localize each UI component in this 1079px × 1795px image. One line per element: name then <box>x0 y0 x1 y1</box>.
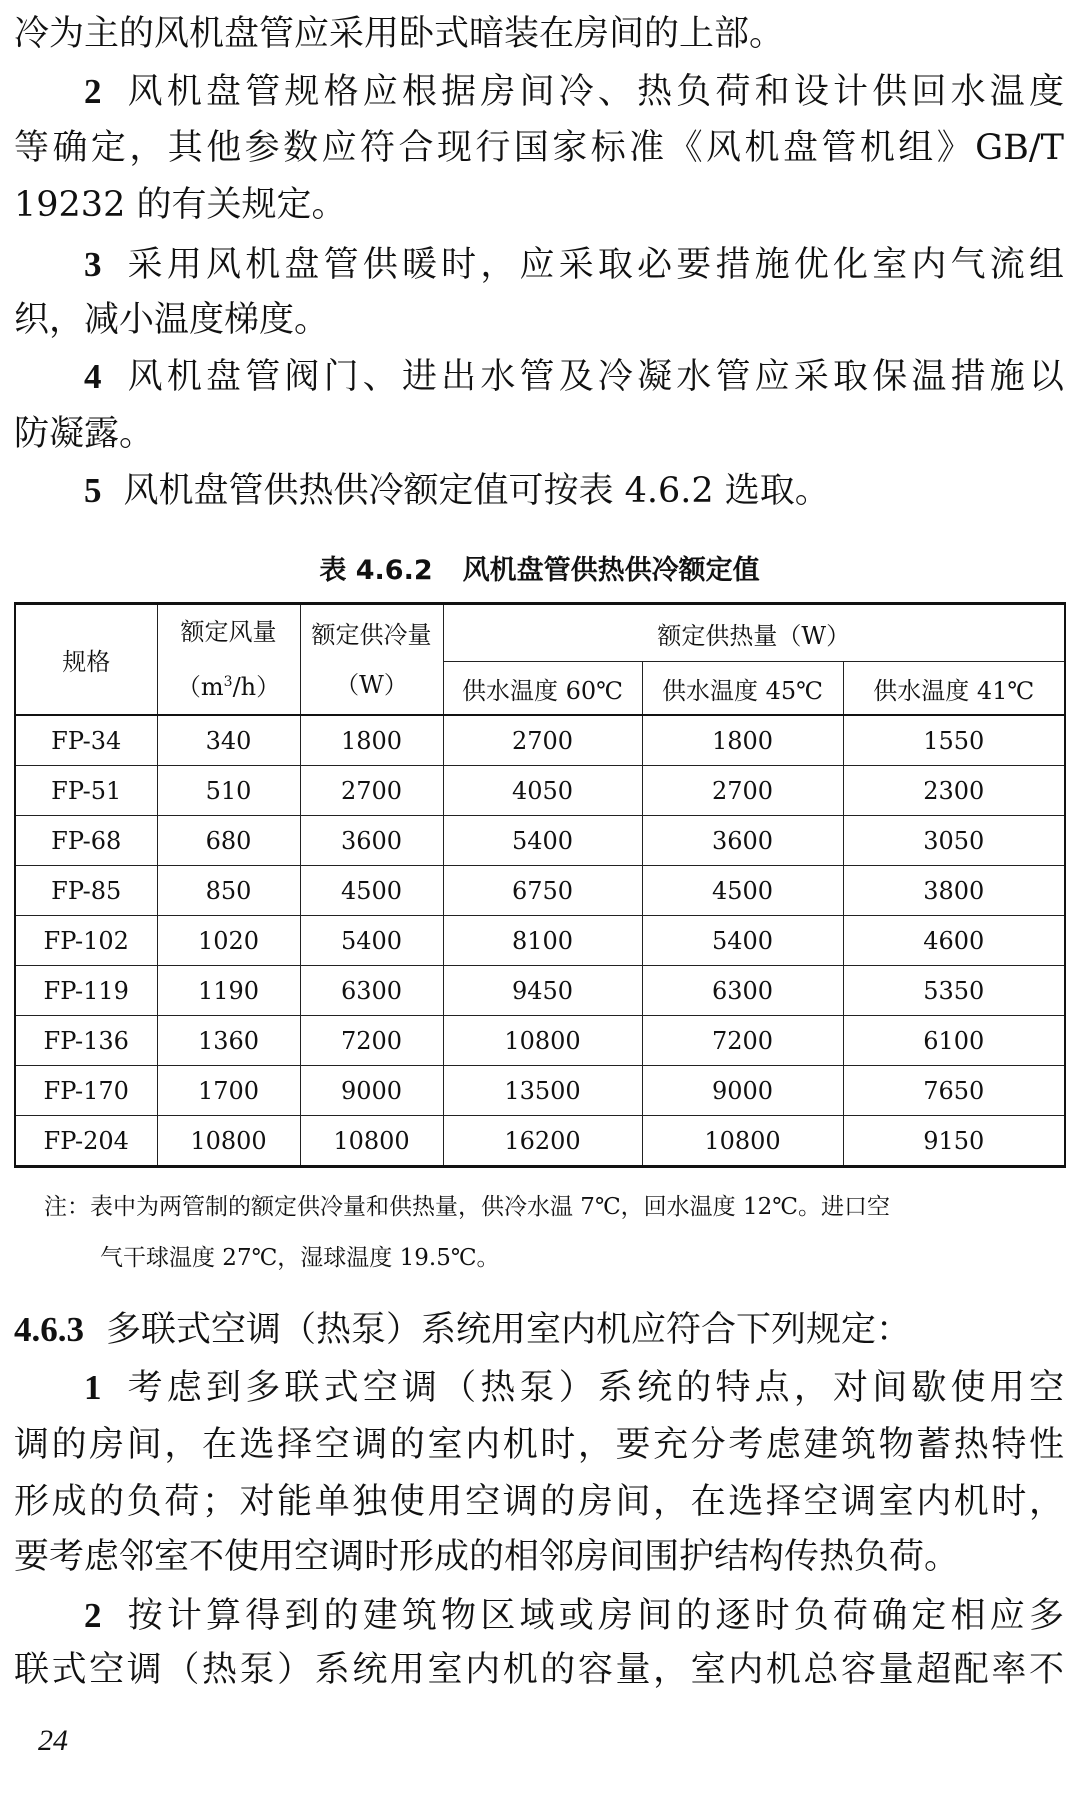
table-caption <box>0 548 1079 587</box>
item-text: 考虑到多联式空调（热泵）系统的特点，对间歇使用空 <box>123 1368 1064 1408</box>
table-row <box>15 1066 1065 1116</box>
cell-heat-45: 10800 <box>642 1116 843 1167</box>
cell-heat-41: 4600 <box>843 916 1065 966</box>
cell-cooling: 5400 <box>300 916 443 966</box>
paragraph-line: 织，减小温度梯度。 <box>14 300 330 340</box>
cell-airflow: 1190 <box>157 966 300 1016</box>
cell-spec: FP-102 <box>15 916 157 966</box>
cell-heat-45: 1800 <box>642 715 843 766</box>
header-airflow-label: 额定风量 <box>180 618 277 646</box>
item-text: 风机盘管规格应根据房间冷、热负荷和设计供回水温度 <box>123 72 1064 112</box>
cell-cooling: 3600 <box>300 816 443 866</box>
cell-airflow: 10800 <box>157 1116 300 1167</box>
cell-heat-45: 6300 <box>642 966 843 1016</box>
paragraph-line: 联式空调（热泵）系统用室内机的容量，室内机总容量超配率不 <box>14 1650 1064 1690</box>
paragraph-line: 要考虑邻室不使用空调时形成的相邻房间围护结构传热负荷。 <box>14 1537 960 1577</box>
cell-airflow: 1020 <box>157 916 300 966</box>
cell-heat-60: 10800 <box>443 1016 642 1066</box>
cell-spec: FP-51 <box>15 766 157 816</box>
cell-heat-41: 6100 <box>843 1016 1065 1066</box>
cell-heat-41: 3800 <box>843 866 1065 916</box>
paragraph-line: 防凝露。 <box>14 414 155 454</box>
cell-heat-60: 5400 <box>443 816 642 866</box>
cell-airflow: 1700 <box>157 1066 300 1116</box>
cell-airflow: 510 <box>157 766 300 816</box>
paragraph-line: 形成的负荷；对能单独使用空调的房间，在选择空调室内机时， <box>14 1482 1064 1522</box>
item-text: 风机盘管阀门、进出水管及冷凝水管应采取保温措施以 <box>123 357 1064 397</box>
section-title: 多联式空调（热泵）系统用室内机应符合下列规定： <box>106 1310 912 1350</box>
item-number: 3 <box>84 245 102 284</box>
cell-cooling: 6300 <box>300 966 443 1016</box>
list-item-2 <box>84 70 1064 114</box>
header-airflow-unit <box>177 673 280 701</box>
cell-spec: FP-136 <box>15 1016 157 1066</box>
cell-airflow: 340 <box>157 715 300 766</box>
cell-spec: FP-204 <box>15 1116 157 1167</box>
cell-spec: FP-170 <box>15 1066 157 1116</box>
cell-cooling: 1800 <box>300 715 443 766</box>
cell-heat-41: 3050 <box>843 816 1065 866</box>
header-heat-45: 供水温度 45℃ <box>642 662 843 716</box>
cell-heat-45: 3600 <box>642 816 843 866</box>
cell-heat-41: 9150 <box>843 1116 1065 1167</box>
cell-airflow: 680 <box>157 816 300 866</box>
unit-pre: （m <box>176 673 224 701</box>
cell-heat-45: 2700 <box>642 766 843 816</box>
cell-heat-45: 5400 <box>642 916 843 966</box>
cell-heat-41: 7650 <box>843 1066 1065 1116</box>
cell-heat-60: 6750 <box>443 866 642 916</box>
cell-heat-60: 2700 <box>443 715 642 766</box>
cell-spec: FP-119 <box>15 966 157 1016</box>
item-number: 2 <box>84 72 102 111</box>
list-item-1 <box>84 1366 1064 1410</box>
list-item-5 <box>84 469 1064 513</box>
cell-airflow: 1360 <box>157 1016 300 1066</box>
header-cooling-unit: （W） <box>335 670 408 699</box>
page-number: 24 <box>38 1724 68 1757</box>
header-cooling <box>300 604 443 716</box>
cell-cooling: 10800 <box>300 1116 443 1167</box>
table-row <box>15 816 1065 866</box>
cell-airflow: 850 <box>157 866 300 916</box>
cell-heat-41: 1550 <box>843 715 1065 766</box>
unit-post: /h） <box>232 673 281 701</box>
header-heat-41: 供水温度 41℃ <box>843 662 1065 716</box>
paragraph-line: 冷为主的风机盘管应采用卧式暗装在房间的上部。 <box>14 14 785 54</box>
table-row <box>15 1116 1065 1167</box>
cell-heat-60: 8100 <box>443 916 642 966</box>
list-item-4 <box>84 355 1064 399</box>
table-row <box>15 866 1065 916</box>
item-number: 2 <box>84 1596 102 1635</box>
cell-spec: FP-68 <box>15 816 157 866</box>
item-text: 采用风机盘管供暖时，应采取必要措施优化室内气流组 <box>123 245 1064 285</box>
item-number: 4 <box>84 357 102 396</box>
table-note-line2: 气干球温度 27℃，湿球温度 19.5℃。 <box>100 1245 500 1271</box>
cell-heat-60: 13500 <box>443 1066 642 1116</box>
cell-cooling: 2700 <box>300 766 443 816</box>
table-row <box>15 1016 1065 1066</box>
paragraph-line: 调的房间，在选择空调的室内机时，要充分考虑建筑物蓄热特性 <box>14 1425 1064 1465</box>
cell-heat-60: 4050 <box>443 766 642 816</box>
cell-cooling: 4500 <box>300 866 443 916</box>
item-text: 风机盘管供热供冷额定值可按表 4.6.2 选取。 <box>123 471 830 511</box>
cell-spec: FP-34 <box>15 715 157 766</box>
list-item-2 <box>84 1594 1064 1638</box>
paragraph-line: 等确定，其他参数应符合现行国家标准《风机盘管机组》GB/T <box>14 128 1064 168</box>
item-number: 1 <box>84 1368 102 1407</box>
cell-heat-41: 5350 <box>843 966 1065 1016</box>
item-number: 5 <box>84 471 102 510</box>
cell-heat-60: 9450 <box>443 966 642 1016</box>
cell-heat-41: 2300 <box>843 766 1065 816</box>
cell-spec: FP-85 <box>15 866 157 916</box>
cell-heat-45: 4500 <box>642 866 843 916</box>
cell-heat-45: 9000 <box>642 1066 843 1116</box>
paragraph-line: 19232 的有关规定。 <box>14 185 347 225</box>
unit-sup: 3 <box>223 674 233 690</box>
table-row <box>15 966 1065 1016</box>
cell-cooling: 9000 <box>300 1066 443 1116</box>
header-spec: 规格 <box>15 604 157 716</box>
section-number: 4.6.3 <box>14 1310 84 1349</box>
table-row <box>15 766 1065 816</box>
header-heating-group: 额定供热量（W） <box>443 604 1065 662</box>
table-number: 表 4.6.2 <box>319 555 433 586</box>
table-row <box>15 715 1065 766</box>
header-airflow <box>157 604 300 716</box>
rating-table <box>14 602 1066 1168</box>
item-text: 按计算得到的建筑物区域或房间的逐时负荷确定相应多 <box>123 1596 1064 1636</box>
table-title: 风机盘管供热供冷额定值 <box>462 555 760 586</box>
header-heat-60: 供水温度 60℃ <box>443 662 642 716</box>
section-heading-4-6-3 <box>14 1308 1064 1352</box>
header-cooling-label: 额定供冷量 <box>311 620 432 649</box>
cell-heat-60: 16200 <box>443 1116 642 1167</box>
table-note-line1: 注：表中为两管制的额定供冷量和供热量，供冷水温 7℃，回水温度 12℃。进口空 <box>44 1194 890 1220</box>
cell-cooling: 7200 <box>300 1016 443 1066</box>
table-row <box>15 916 1065 966</box>
list-item-3 <box>84 243 1064 287</box>
cell-heat-45: 7200 <box>642 1016 843 1066</box>
